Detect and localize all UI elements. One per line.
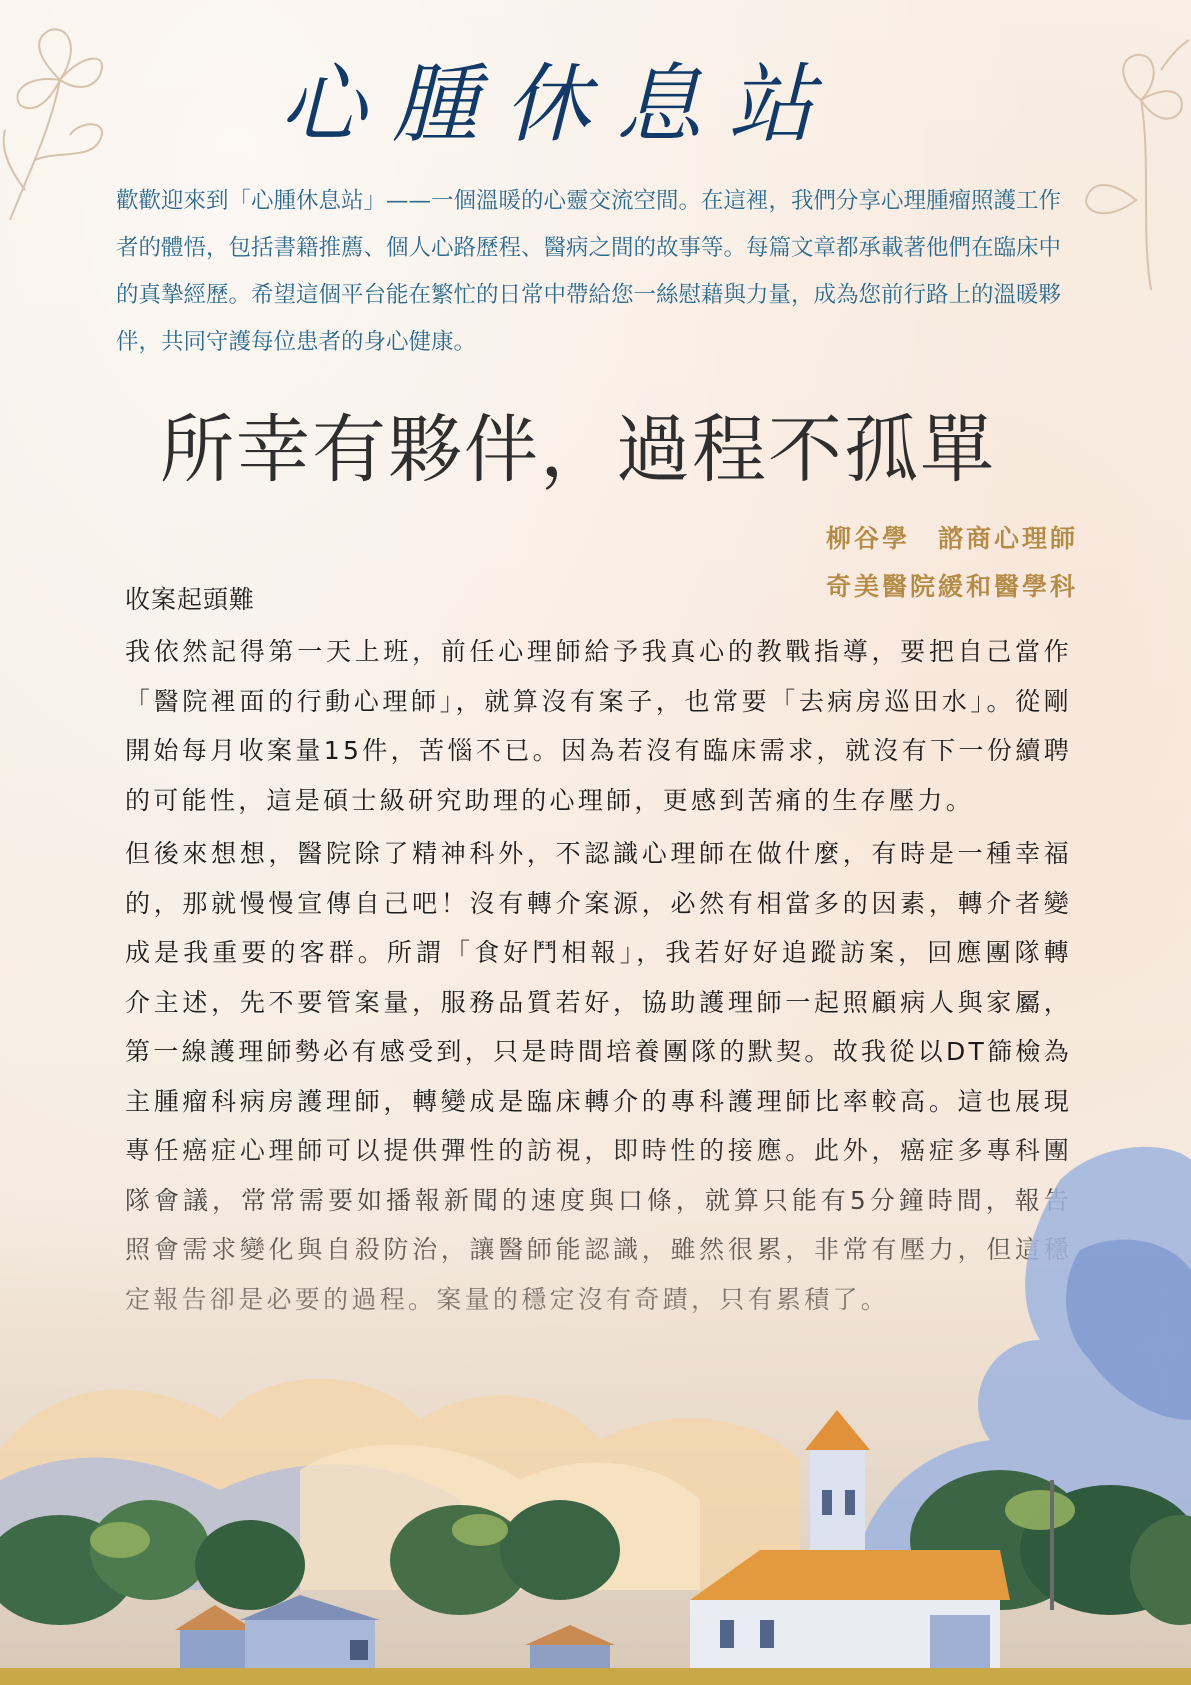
flower-decoration-right-icon: [1081, 30, 1191, 290]
masthead-title: 心腫休息站: [280, 55, 840, 155]
affiliation: 奇美醫院緩和醫學科: [825, 572, 1078, 601]
byline: [718, 515, 1078, 611]
author-line: 柳谷學 諮商心理師: [825, 524, 1078, 553]
intro-paragraph: 歡歡迎來到「心腫休息站」——一個溫暖的心靈交流空間。在這裡，我們分享心理腫瘤照護工作者的體悟，包括書籍推薦、個人心路歷程、醫病之間的故事等。每篇文章都承載著他們在臨床中的真摯經歷。希望這個平台能在繁忙的日常中帶給您一絲慰藉與力量，成為您前行路上的溫暖夥伴，共同守護每位患者的身心健康。: [116, 188, 1062, 355]
body-paragraph-2: 但後來想想，醫院除了精神科外，不認識心理師在做什麼，有時是一種幸福的，那就慢慢宣傳自己吧！沒有轉介案源，必然有相當多的因素，轉介者變成是我重要的客群。所謂「食好鬥相報」，我若好好追蹤訪案，回應團隊轉介主述，先不要管案量，服務品質若好，協助護理師一起照顧病人與家屬，第一線護理師勢必有感受到，只是時間培養團隊的默契。故我從以DT篩檢為主腫瘤科病房護理師，轉變成是臨床轉介的專科護理師比率較高。這也展現: [125, 839, 1072, 1116]
section-title: 收案起頭難: [125, 585, 256, 614]
article-headline: 所幸有夥伴，過程不孤單: [160, 407, 996, 493]
landscape-illustration: [0, 1120, 1191, 1685]
body-paragraph-1: 我依然記得第一天上班，前任心理師給予我真心的教戰指導，要把自己當作「醫院裡面的行動心理師」，就算沒有案子，也常要「去病房巡田水」。從剛開始每月收案量15件，苦惱不已。因為若沒有臨床需求，就沒有下一份續聘的可能性，這是碩士級研究助理的心理師，更感到苦痛的生存壓力。: [125, 637, 1072, 815]
flower-decoration-left-icon: [0, 20, 130, 220]
